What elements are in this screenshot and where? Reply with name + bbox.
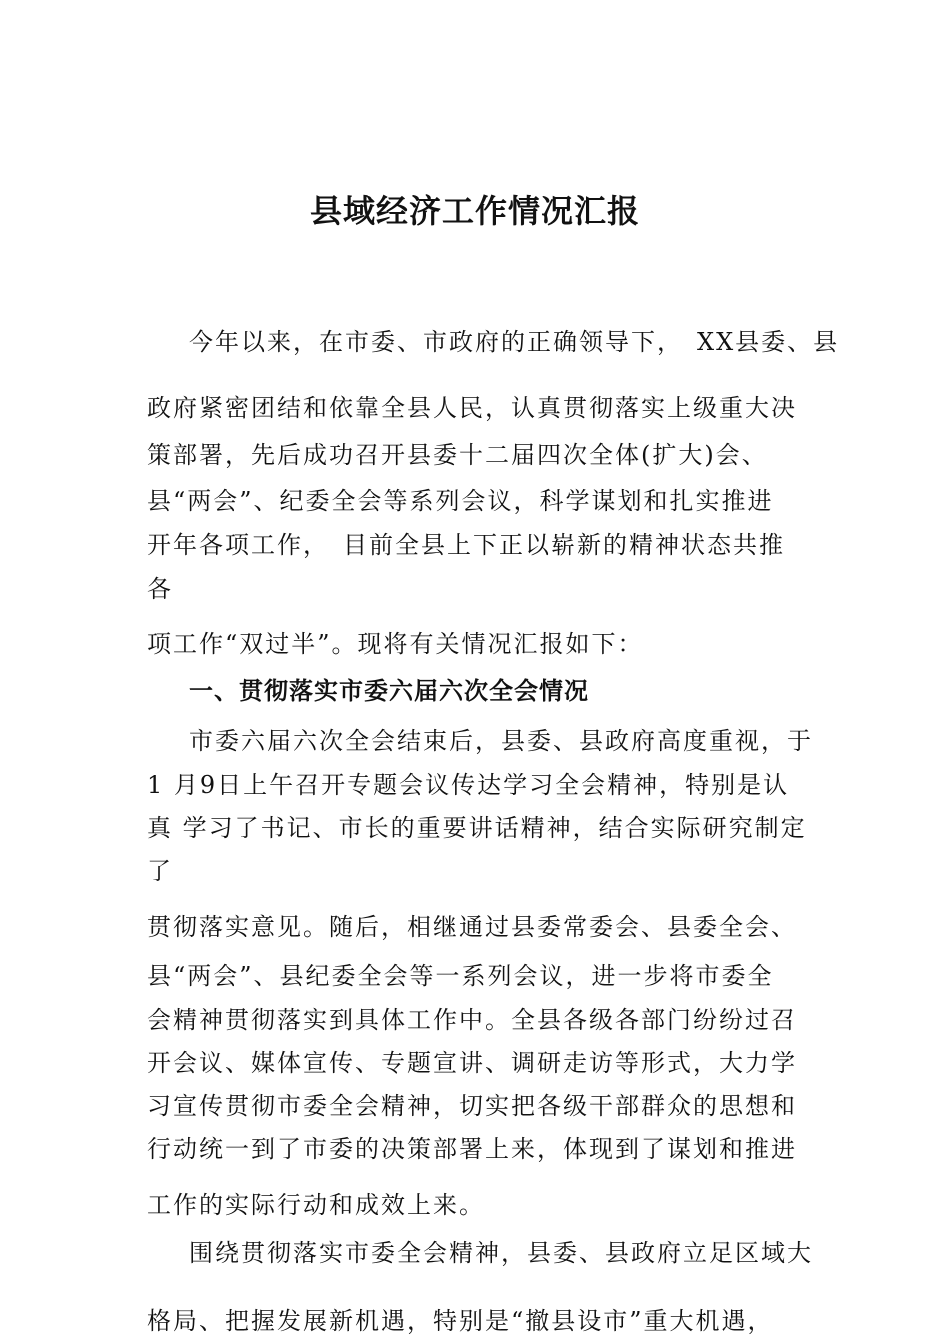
paragraph-line: 开会议、媒体宣传、专题宣讲、调研走访等形式，大力学 [147, 1049, 797, 1077]
section-heading: 一、贯彻落实市委六届六次全会情况 [189, 677, 589, 705]
paragraph-line: 政府紧密团结和依靠全县人民，认真贯彻落实上级重大决 [147, 394, 797, 422]
document-title: 县域经济工作情况汇报 [309, 192, 640, 230]
paragraph-line: 习宣传贯彻市委全会精神，切实把各级干部群众的思想和 [147, 1092, 797, 1120]
paragraph-line: 县“两会”、县纪委全会等一系列会议，进一步将市委全 [147, 962, 774, 990]
paragraph-line: 今年以来，在市委、市政府的正确领导下， XX县委、县 [189, 328, 840, 356]
paragraph-line: 真 学习了书记、市长的重要讲话精神，结合实际研究制定 [147, 814, 807, 842]
paragraph-line: 会精神贯彻落实到具体工作中。全县各级各部门纷纷过召 [147, 1006, 797, 1034]
paragraph-line: 行动统一到了市委的决策部署上来，体现到了谋划和推进 [147, 1135, 797, 1163]
paragraph-line: 县“两会”、纪委全会等系列会议，科学谋划和扎实推进 [147, 487, 774, 515]
paragraph-line: 1 月9日上午召开专题会议传达学习全会精神，特别是认 [147, 771, 790, 799]
paragraph-line: 市委六届六次全会结束后，县委、县政府高度重视，于 [189, 727, 813, 755]
paragraph-line: 开年各项工作， 目前全县上下正以崭新的精神状态共推 [147, 531, 785, 559]
paragraph-line: 贯彻落实意见。随后，相继通过县委常委会、县委全会、 [147, 913, 797, 941]
paragraph-line: 围绕贯彻落实市委全会精神，县委、县政府立足区域大 [189, 1239, 813, 1267]
paragraph-line: 工作的实际行动和成效上来。 [147, 1191, 485, 1219]
paragraph-line: 策部署，先后成功召开县委十二届四次全体(扩大)会、 [147, 441, 768, 469]
paragraph-line: 格局、把握发展新机遇，特别是“撤县设市”重大机遇， [147, 1307, 774, 1335]
paragraph-line: 项工作“双过半”。现将有关情况汇报如下： [147, 630, 644, 658]
paragraph-line: 了 [147, 857, 173, 885]
paragraph-line: 各 [147, 575, 173, 603]
